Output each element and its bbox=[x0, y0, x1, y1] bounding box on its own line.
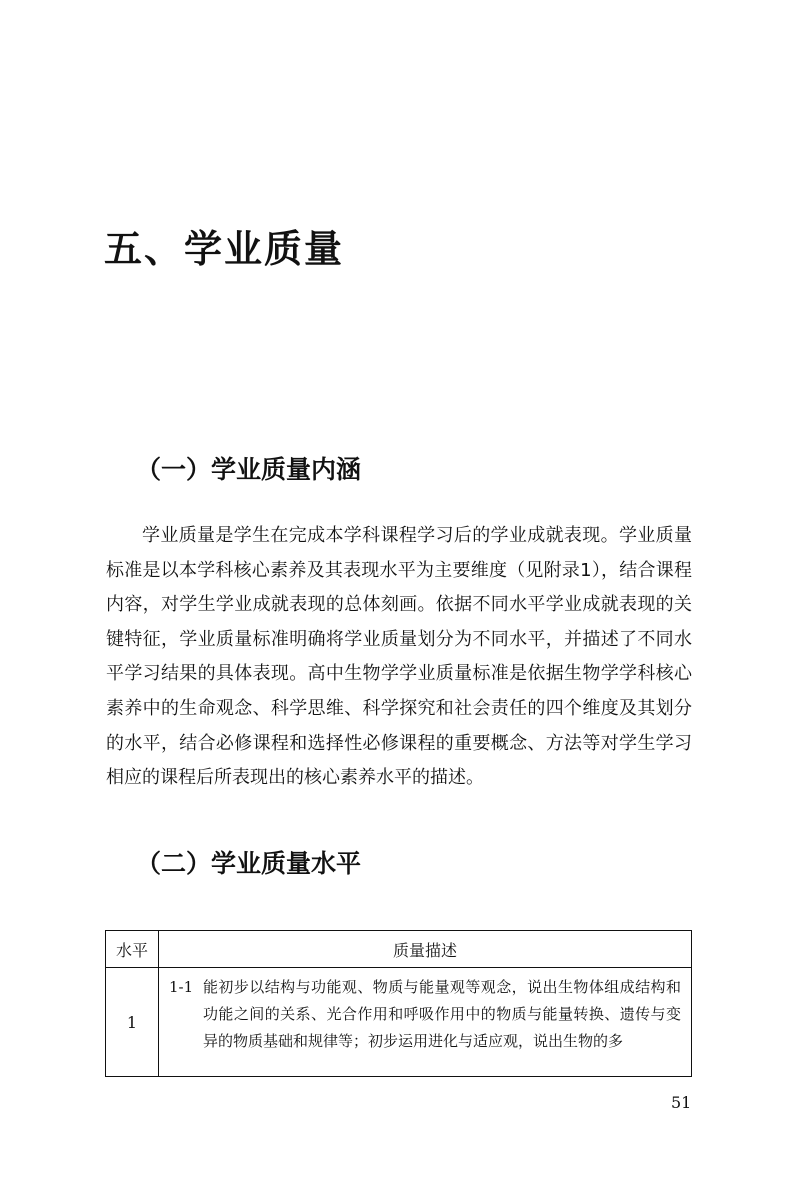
page-number: 51 bbox=[671, 1093, 692, 1112]
chapter-title: 五、学业质量 bbox=[104, 227, 345, 271]
description-item bbox=[169, 974, 681, 1055]
table-row bbox=[106, 968, 692, 1077]
description-cell bbox=[159, 968, 692, 1077]
header-level: 水平 bbox=[106, 931, 159, 968]
level-cell: 1 bbox=[106, 968, 159, 1077]
table-header-row bbox=[106, 931, 692, 968]
section-title-quality-levels: （二）学业质量水平 bbox=[136, 849, 362, 878]
quality-level-table bbox=[105, 930, 692, 1077]
description-code: 1-1 bbox=[169, 978, 194, 996]
body-paragraph: 学业质量是学生在完成本学科课程学习后的学业成就表现。学业质量标准是以本学科核心素养及其表现水平为主要维度（见附录1），结合课程内容，对学生学业成就表现的总体刻画。依据不同水平学业成就表现的关键特征，学业质量标准明确将学业质量划分为不同水平，并描述了不同水平学习结果的具体表现。高中生物学学业质量标准是依据生物学学科核心素养中的生命观念、科学思维、科学探究和社会责任的四个维度及其划分的水平，结合必修课程和选择性必修课程的重要概念、方法等对学生学习相应的课程后所表现出的核心素养水平的描述。 bbox=[106, 525, 692, 789]
header-description: 质量描述 bbox=[159, 931, 692, 968]
description-text: 能初步以结构与功能观、物质与能量观等观念，说出生物体组成结构和功能之间的关系、光合作用和呼吸作用中的物质与能量转换、遗传与变异的物质基础和规律等；初步运用进化与适应观，说出生物的多 bbox=[203, 978, 681, 1050]
section-title-quality-connotation: （一）学业质量内涵 bbox=[136, 455, 362, 484]
